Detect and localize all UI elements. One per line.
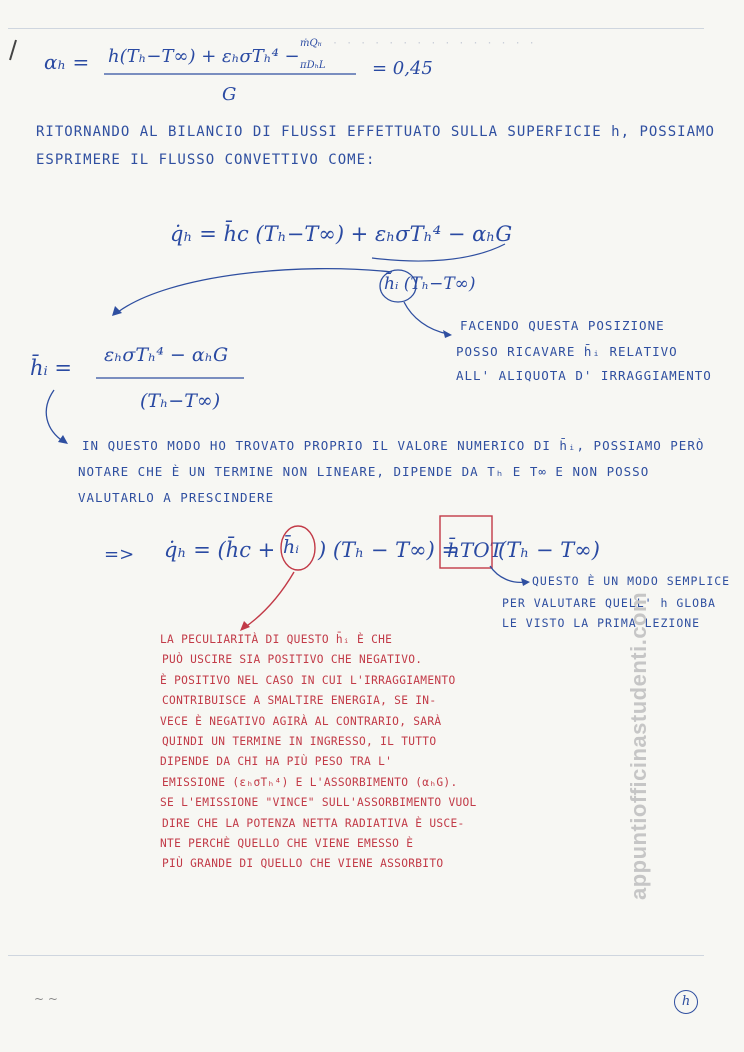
- para2-line1: IN QUESTO MODO HO TROVATO PROPRIO IL VALORE NUMERICO DI h̄ᵢ, POSSIAMO PERÒ: [82, 438, 705, 453]
- formula-hi-denominator: (Tₕ−T∞): [140, 390, 221, 412]
- red-note-line: SE L'EMISSIONE "VINCE" SULL'ASSORBIMENTO VUOL: [160, 796, 477, 810]
- formula-qh-total-c: (Tₕ − T∞): [498, 538, 600, 562]
- arrow-head-2: [443, 330, 452, 338]
- formula-qh-total-b: ) (Tₕ − T∞) =: [318, 538, 460, 562]
- red-note-line: EMISSIONE (εₕσTₕ⁴) E L'ASSORBIMENTO (αₕG).: [162, 775, 458, 789]
- red-arrow-to-note: [244, 572, 294, 628]
- formula-alpha-subfrac-num: ṁQₕ: [300, 38, 323, 49]
- formula-alpha-lhs: αₕ =: [44, 50, 90, 74]
- note1-line3: ALL' ALIQUOTA D' IRRAGGIAMENTO: [456, 368, 712, 383]
- formula-implies-arrow: =>: [104, 544, 135, 565]
- faint-bleedthrough-text: · · · · · · · · · · · · · · · ·: [318, 38, 536, 49]
- formula-qh-sub: h̄ᵢ (Tₕ−T∞): [384, 274, 476, 294]
- formula-alpha-subfrac-den: πDₕL: [300, 60, 326, 71]
- formula-htot: h̄TOT: [447, 538, 503, 562]
- red-note-line: QUINDI UN TERMINE IN INGRESSO, IL TUTTO: [162, 735, 437, 749]
- note1-line1: FACENDO QUESTA POSIZIONE: [460, 318, 665, 333]
- formula-qh-total-a: q̇ₕ = (h̄c +: [164, 538, 276, 562]
- underbrace-hi: [372, 244, 505, 261]
- formula-qh-total-hi: h̄ᵢ: [283, 536, 300, 558]
- arrow-to-note2: [490, 566, 526, 582]
- arrow-to-hi-definition: [118, 269, 392, 312]
- red-circle-hi: [281, 526, 315, 570]
- para1-line1: RITORNANDO AL BILANCIO DI FLUSSI EFFETTUATO SULLA SUPERFICIE h, POSSIAMO: [36, 124, 715, 140]
- red-arrow-head: [240, 621, 250, 631]
- arrow-head-3: [58, 435, 68, 444]
- red-note-line: PIÙ GRANDE DI QUELLO CHE VIENE ASSORBITO: [162, 857, 444, 871]
- note1-line2: POSSO RICAVARE h̄ᵢ RELATIVO: [456, 344, 678, 359]
- formula-qh: q̇ₕ = h̄c (Tₕ−T∞) + εₕσTₕ⁴ − αₕG: [170, 222, 513, 246]
- circle-hi: [380, 270, 416, 302]
- formula-alpha-denominator: G: [222, 84, 237, 105]
- para2-line2: NOTARE CHE È UN TERMINE NON LINEARE, DIPENDE DA Tₕ E T∞ E NON POSSO: [78, 464, 650, 479]
- red-note-line: DIPENDE DA CHI HA PIÙ PESO TRA L': [160, 755, 393, 769]
- red-note-line: VECE È NEGATIVO AGIRÀ AL CONTRARIO, SARÀ: [160, 714, 442, 728]
- formula-alpha-result: = 0,45: [372, 58, 433, 79]
- formula-hi-numerator: εₕσTₕ⁴ − αₕG: [104, 344, 229, 366]
- note2-line2: PER VALUTARE QUELL' h GLOBA: [502, 596, 716, 610]
- red-note-line: È POSITIVO NEL CASO IN CUI L'IRRAGGIAMENTO: [160, 673, 456, 687]
- para1-line2: ESPRIMERE IL FLUSSO CONVETTIVO COME:: [36, 152, 376, 168]
- formula-hi-lhs: h̄ᵢ =: [30, 356, 73, 380]
- red-note-line: NTE PERCHÈ QUELLO CHE VIENE EMESSO È: [160, 837, 414, 851]
- formula-alpha-numerator: h(Tₕ−T∞) + εₕσTₕ⁴ −: [108, 46, 300, 67]
- arrow-head-4: [521, 578, 530, 586]
- arrow-to-para2: [46, 390, 64, 442]
- watermark: appuntiofficinastudenti.com: [626, 591, 651, 900]
- arrow-to-note1: [404, 302, 448, 334]
- note2-line3: LE VISTO LA PRIMA LEZIONE: [502, 616, 701, 630]
- page-edge-mark: [10, 40, 16, 60]
- red-note-line: DIRE CHE LA POTENZA NETTA RADIATIVA È USCE-: [162, 816, 465, 830]
- red-note-line: CONTRIBUISCE A SMALTIRE ENERGIA, SE IN-: [162, 694, 437, 708]
- page-number: h: [674, 990, 698, 1014]
- note2-line1: QUESTO È UN MODO SEMPLICE: [532, 574, 731, 588]
- corner-scribble: ~ ~: [34, 992, 58, 1006]
- red-box-htot: [440, 516, 492, 568]
- red-note-line: LA PECULIARITÀ DI QUESTO h̄ᵢ È CHE: [160, 633, 393, 646]
- red-note-line: PUÒ USCIRE SIA POSITIVO CHE NEGATIVO.: [162, 653, 423, 667]
- para2-line3: VALUTARLO A PRESCINDERE: [78, 490, 275, 505]
